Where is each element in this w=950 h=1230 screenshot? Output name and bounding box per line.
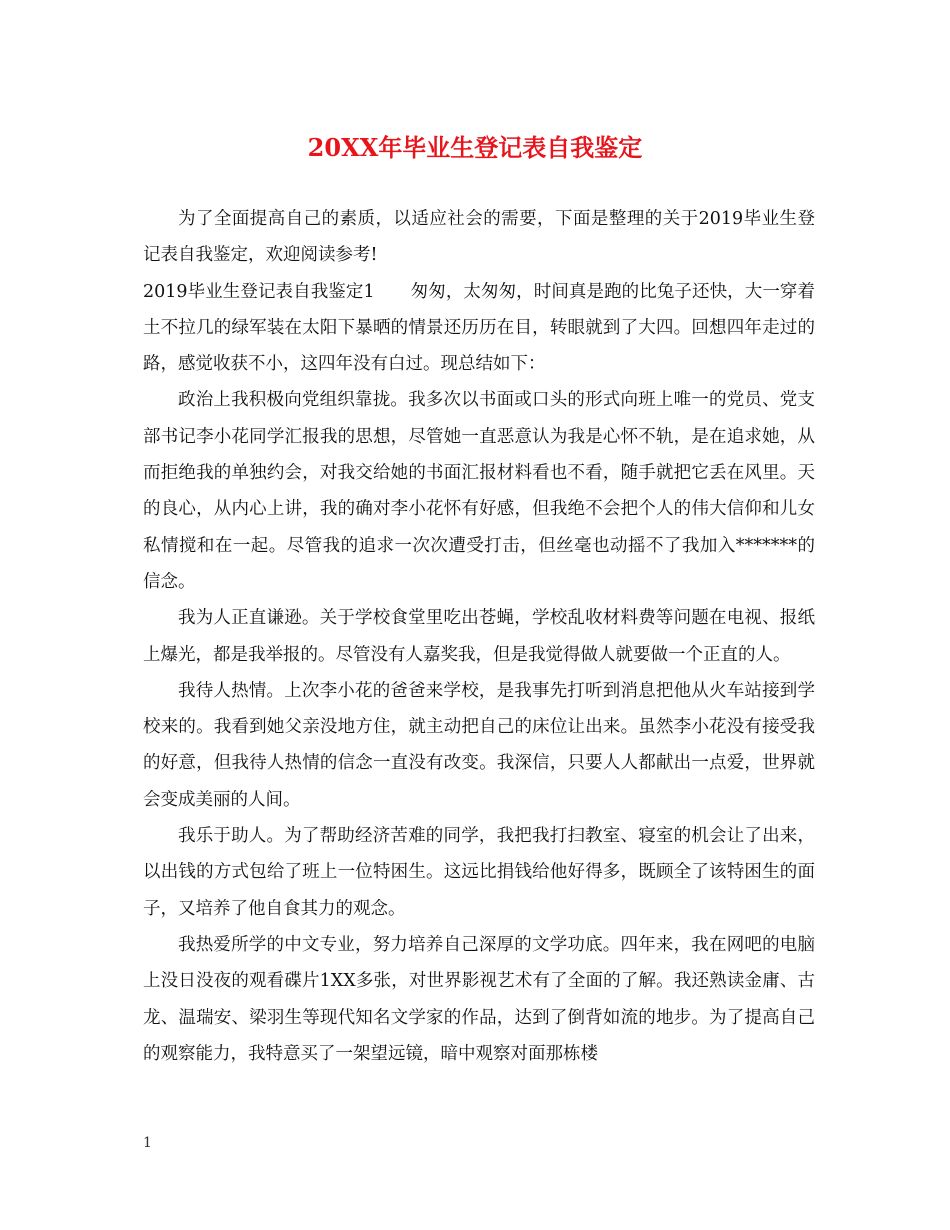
section-paragraph [143, 274, 815, 383]
intro-paragraph: 为了全面提高自己的素质，以适应社会的需要，下面是整理的关于2019毕业生登记表自我鉴定，欢迎阅读参考! [143, 209, 815, 266]
document-body [143, 201, 815, 1072]
section-heading: 2019毕业生登记表自我鉴定1 [143, 281, 375, 302]
major-paragraph: 我热爱所学的中文专业，努力培养自己深厚的文学功底。四年来，我在网吧的电脑上没日没夜的观看碟片1XX多张，对世界影视艺术有了全面的了解。我还熟读金庸、古龙、温瑞安、梁羽生等现代知名文学家的作品，达到了倒背如流的地步。为了提高自己的观察能力，我特意买了一架望远镜，暗中观察对面那栋楼 [143, 934, 815, 1064]
document-title: 20XX年毕业生登记表自我鉴定 [307, 133, 643, 162]
integrity-paragraph: 我为人正直谦逊。关于学校食堂里吃出苍蝇，学校乱收材料费等问题在电视、报纸上爆光，都是我举报的。尽管没有人嘉奖我，但是我觉得做人就要做一个正直的人。 [143, 608, 815, 665]
section-intro: 匆匆，太匆匆，时间真是跑的比兔子还快，大一穿着土不拉几的绿军装在太阳下暴晒的情景还历历在目，转眼就到了大四。回想四年走过的路，感觉收获不小，这四年没有白过。现总结如下： [143, 281, 816, 375]
page-number: 1 [143, 1135, 152, 1151]
warmth-paragraph: 我待人热情。上次李小花的爸爸来学校，是我事先打听到消息把他从火车站接到学校来的。我看到她父亲没地方住，就主动把自己的床位让出来。虽然李小花没有接受我的好意，但我待人热情的信念一直没有改变。我深信，只要人人都献出一点爱，世界就会变成美丽的人间。 [143, 680, 815, 810]
helpfulness-paragraph: 我乐于助人。为了帮助经济苦难的同学，我把我打扫教室、寝室的机会让了出来，以出钱的方式包给了班上一位特困生。这远比捐钱给他好得多，既顾全了该特困生的面子，又培养了他自食其力的观念。 [143, 826, 815, 919]
politics-paragraph: 政治上我积极向党组织靠拢。我多次以书面或口头的形式向班上唯一的党员、党支部书记李小花同学汇报我的思想，尽管她一直恶意认为我是心怀不轨，是在追求她，从而拒绝我的单独约会，对我交给她的书面汇报材料看也不看，随手就把它丢在风里。天的良心，从内心上讲，我的确对李小花怀有好感，但我绝不会把个人的伟大信仰和儿女私情搅和在一起。尽管我的追求一次次遭受打击，但丝毫也动摇不了我加入*******的信念。 [143, 390, 815, 592]
